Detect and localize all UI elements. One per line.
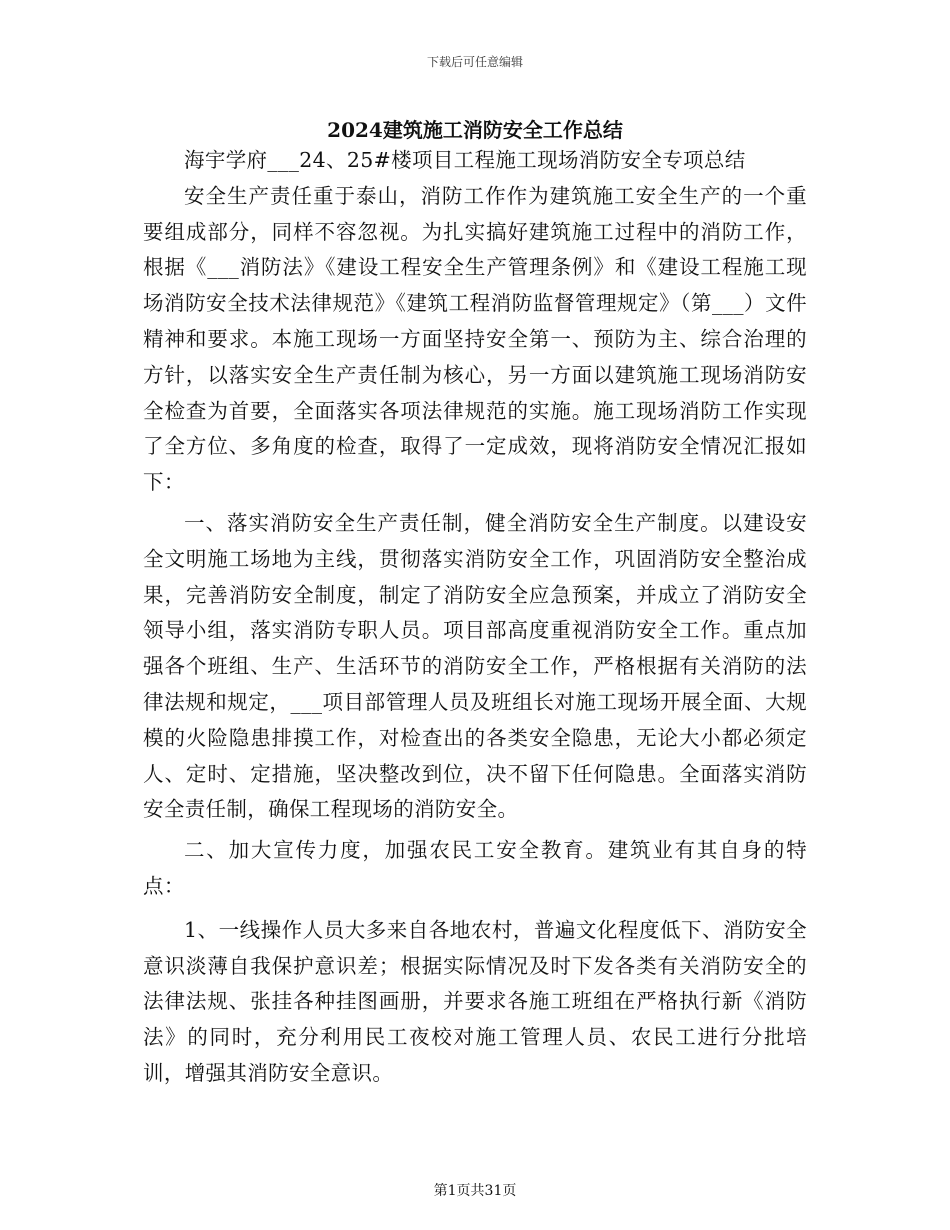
- section-two-paragraph: 二、加大宣传力度，加强农民工安全教育。建筑业有其自身的特点：: [143, 838, 807, 898]
- item-one-paragraph: 1、一线操作人员大多来自各地农村，普遍文化程度低下、消防安全意识淡薄自我保护意识差；根据实际情况及时下发各类有关消防安全的法律法规、张挂各种挂图画册，并要求各施工班组在严格执行新《消防法》的同时，充分利用民工夜校对施工管理人员、农民工进行分批培训，增强其消防安全意识。: [143, 917, 807, 1085]
- subtitle-paragraph: 海宇学府___24、25#楼项目工程施工现场消防安全专项总结: [184, 148, 746, 172]
- section-one-paragraph: 一、落实消防安全生产责任制，健全消防安全生产制度。以建设安全文明施工场地为主线，贯彻落实消防安全工作，巩固消防安全整治成果，完善消防安全制度，制定了消防安全应急预案，并成立了消防安全领导小组，落实消防专职人员。项目部高度重视消防安全工作。重点加强各个班组、生产、生活环节的消防安全工作，严格根据有关消防的法律法规和规定，___项目部管理人员及班组长对施工现场开展全面、大规模的火险隐患排摸工作，对检查出的各类安全隐患，无论大小都必须定人、定时、定措施，坚决整改到位，决不留下任何隐患。全面落实消防安全责任制，确保工程现场的消防安全。: [143, 510, 807, 822]
- header-note: 下载后可任意编辑: [426, 55, 523, 69]
- page-number: 第1页共31页: [433, 1183, 517, 1199]
- intro-paragraph: 安全生产责任重于泰山，消防工作作为建筑施工安全生产的一个重要组成部分，同样不容忽视。为扎实搞好建筑施工过程中的消防工作，根据《___消防法》《建设工程安全生产管理条例》和《建设工程施工现场消防安全技术法律规范》《建筑工程消防监督管理规定》（第___）文件精神和要求。本施工现场一方面坚持安全第一、预防为主、综合治理的方针，以落实安全生产责任制为核心，另一方面以建筑施工现场消防安全检查为首要，全面落实各项法律规范的实施。施工现场消防工作实现了全方位、多角度的检查，取得了一定成效，现将消防安全情况汇报如下：: [143, 183, 807, 495]
- document-body: [143, 143, 807, 1092]
- document-title: 2024建筑施工消防安全工作总结: [327, 118, 623, 142]
